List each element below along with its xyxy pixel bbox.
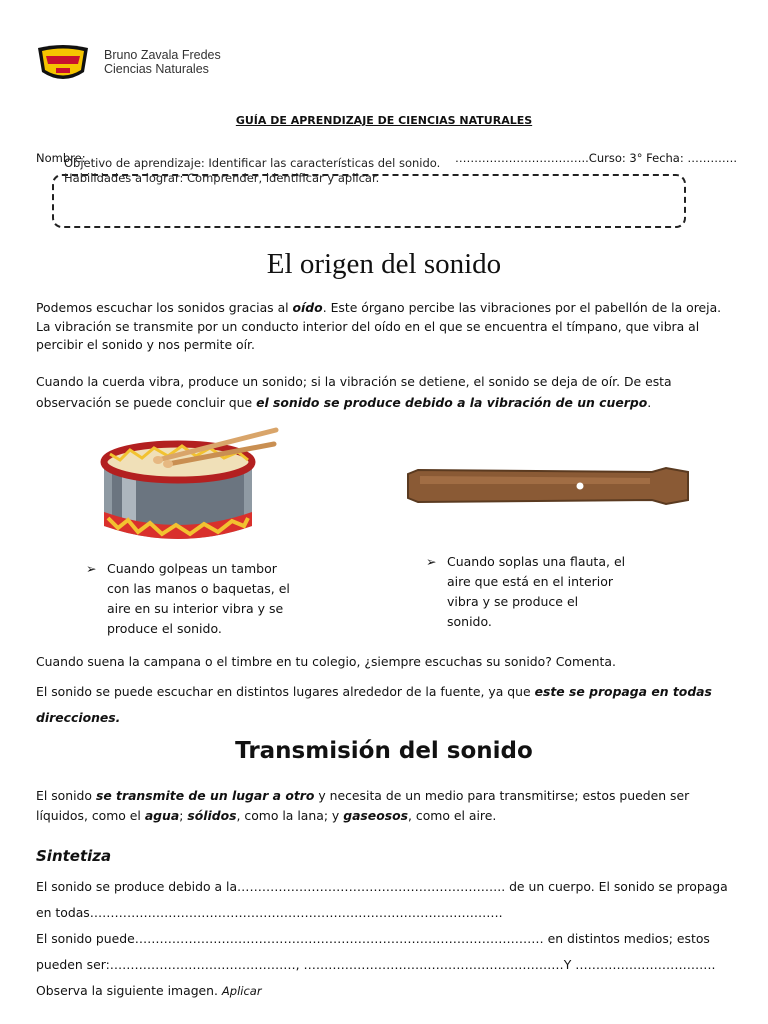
sintetiza-line-3: El sonido puede……………………………………………………………………………………… en distintos medios; estos — [36, 931, 710, 946]
drum-illustration — [96, 424, 286, 552]
header-subject: Ciencias Naturales — [104, 62, 209, 76]
arrow-bullet-icon: ➢ — [426, 554, 437, 569]
observa-line: Observa la siguiente imagen. Aplicar — [36, 983, 262, 998]
transmision-paragraph: El sonido se transmite de un lugar a otro y necesita de un medio para transmitirse; estos pueden ser líquidos, como el agua; sólidos, como la lana; y gaseosos, como el aire. — [36, 788, 690, 823]
intro-paragraph-1: Podemos escuchar los sonidos gracias al oído. Este órgano percibe las vibraciones por el pabellón de la oreja. La vibración se transmite por un conducto interior del oído en el que se encuentra el tímpano, que vibra al percibir el sonido y nos permite oír. — [36, 300, 722, 352]
section-title-transmision: Transmisión del sonido — [235, 738, 533, 764]
header-author: Bruno Zavala Fredes — [104, 48, 221, 62]
campana-paragraph: Cuando suena la campana o el timbre en tu colegio, ¿siempre escuchas su sonido? Comenta. — [36, 654, 616, 669]
flute-bullet: ➢ Cuando soplas una flauta, el aire que está en el interior vibra y se produce el sonido. — [426, 554, 626, 629]
sintetiza-heading: Sintetiza — [36, 847, 112, 865]
sintetiza-line-2: en todas………………………………………………………………………………………. — [36, 905, 503, 920]
drum-bullet: ➢ Cuando golpeas un tambor con las manos o baquetas, el aire en su interior vibra y se produce el sonido. — [86, 561, 290, 636]
guide-title: GUÍA DE APRENDIZAJE DE CIENCIAS NATURALES — [235, 114, 533, 127]
sintetiza-line-4: pueden ser:………………………………………, ………………………………………………………Y ……………………………. — [36, 957, 716, 972]
arrow-bullet-icon: ➢ — [86, 561, 97, 576]
intro-paragraph-2: Cuando la cuerda vibra, produce un sonido; si la vibración se detiene, el sonido se deja de oír. De esta observación se puede concluir que el sonido se produce debido a la vibración de un cuerpo. — [36, 374, 672, 410]
objective-text: Objetivo de aprendizaje: Identificar las características del sonido. — [64, 156, 441, 170]
name-label: Nombre: — [36, 151, 86, 165]
skills-text: Habilidades a lograr: Comprender, identificar y aplicar. — [64, 171, 380, 185]
school-logo — [34, 42, 92, 86]
propaga-paragraph: El sonido se puede escuchar en distintos lugares alrededor de la fuente, ya que este se propaga en todas direcciones. — [36, 684, 712, 725]
objective-box — [52, 174, 686, 228]
main-title: El origen del sonido — [266, 248, 502, 280]
sintetiza-line-1: El sonido se produce debido a la……………………………………………………….. de un cuerpo. El sonido se propaga — [36, 879, 728, 894]
curso-fecha: ……………………………..Curso: 3° Fecha: …………. — [455, 151, 738, 165]
flute-illustration — [404, 466, 690, 506]
